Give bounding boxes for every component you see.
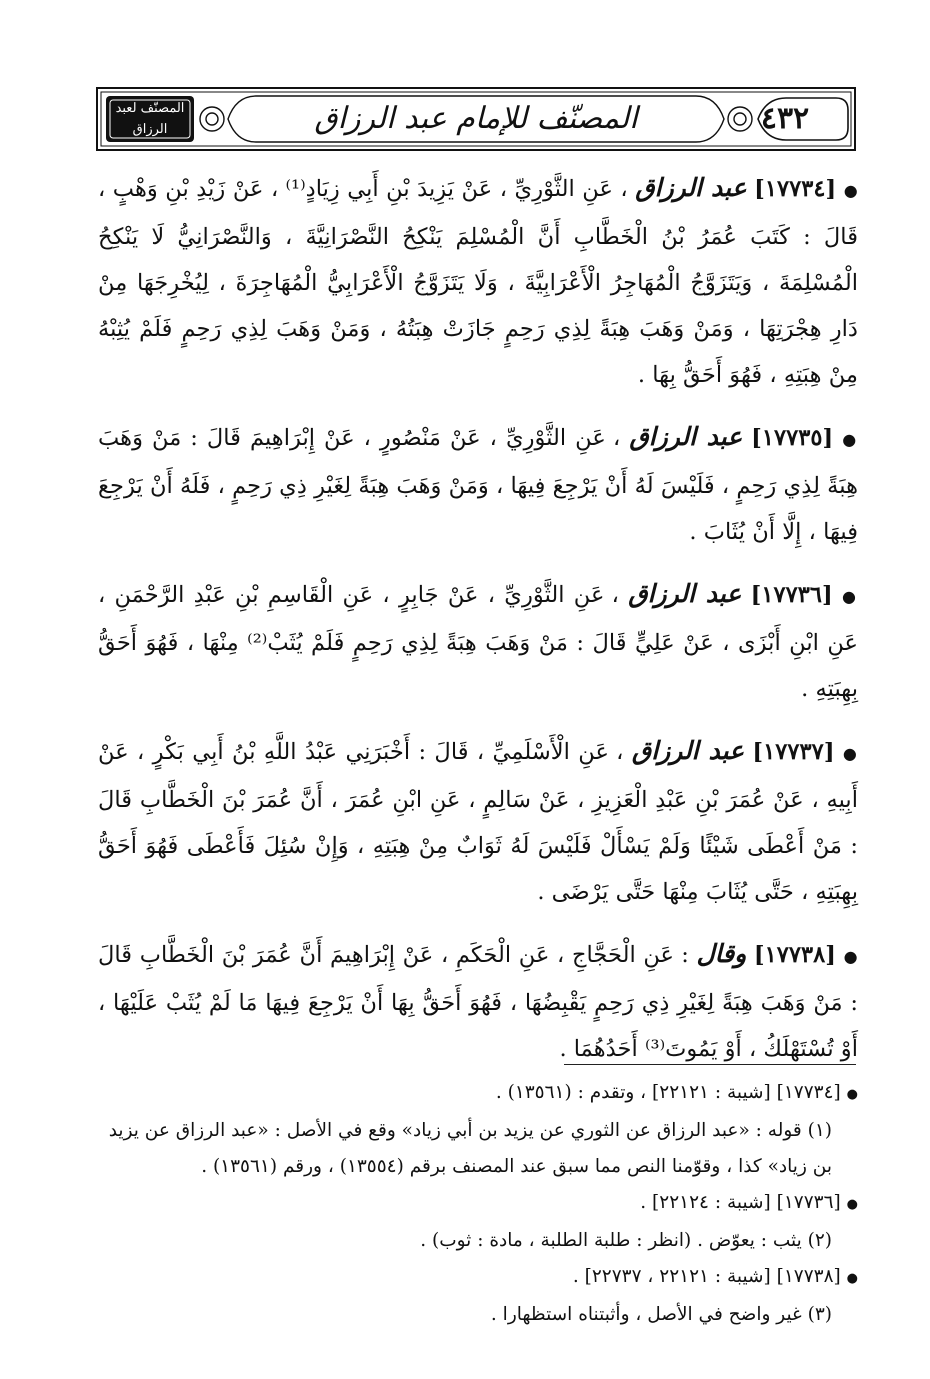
bullet-marker: ●	[842, 430, 858, 449]
hadith-paragraph	[98, 414, 858, 555]
footnote-text: (١) قوله : «عبد الرزاق عن الثوري عن يزيد بن أبي زياد» وقع في الأصل : «عبد الرزاق عن يزيد بن زياد» كذا ، وقوّمنا النص مما سبق عند المصنف برقم (١٣٥٥٤) ، ورقم (١٣٥٦١) .	[108, 1120, 832, 1177]
hadith-number: [١٧٧٣٧]	[752, 739, 835, 765]
hadith-text: : عَنِ الْحَجَّاجِ ، عَنِ الْحَكَمِ ، عَنْ إِبْرَاهِيمَ أَنَّ عُمَرَ بْنَ الْخَطَّابِ قَالَ : مَنْ وَهَبَ هِبَةً لِغَيْرِ ذِي رَحِمٍ يَقْبِضُهَا ، فَهُوَ أَحَقُّ بِهَا أَنْ يَرْجِعَ فِيهَا مَا لَمْ يُثَبْ عَلَيْهَا ، أَوْ تُسْتَهْلَكُ ، أَوْ يَمُوتَ⁽³⁾ أَحَدُهُمَا .	[98, 942, 858, 1062]
source-note	[98, 1259, 858, 1297]
source-note	[98, 1075, 858, 1113]
header-emblem-text: المصنّف لعبد الرزاق	[115, 101, 185, 137]
running-title: المصنّف للإمام عبد الرزاق	[314, 101, 638, 136]
bullet-marker: ●	[846, 1271, 858, 1286]
footnote	[98, 1297, 858, 1333]
hadith-paragraph	[98, 165, 858, 398]
footnotes-section	[98, 1075, 858, 1333]
bullet-marker: ●	[846, 1197, 858, 1212]
hadith-number: [١٧٧٣٦]	[750, 582, 833, 608]
narrator-name: عبد الرزاق	[631, 736, 745, 765]
footnote-divider	[564, 1064, 856, 1065]
hadith-text: ، عَنِ الْأَسْلَمِيِّ ، قَالَ : أَخْبَرَنِي عَبْدُ اللَّهِ بْنُ أَبِي بَكْرٍ ، عَنْ أَبِيهِ ، عَنْ عُمَرَ بْنِ عَبْدِ الْعَزِيزِ ، عَنْ سَالِمٍ ، عَنِ ابْنِ عُمَرَ ، أَنَّ عُمَرَ بْنَ الْخَطَّابِ قَالَ : مَنْ أَعْطَى شَيْئًا وَلَمْ يَسْأَلْ فَلَيْسَ لَهُ ثَوَابٌ مِنْ هِبَتِهِ ، وَإِنْ سُئِلَ فَأَعْطَى فَهُوَ أَحَقُّ بِهِبَتِهِ ، حَتَّى يُثَابَ مِنْهَا حَتَّى يَرْضَى .	[98, 739, 858, 905]
bullet-marker: ●	[846, 1087, 858, 1102]
footnote	[98, 1113, 858, 1185]
narrator-name: وقال	[696, 939, 747, 968]
hadith-paragraph	[98, 931, 858, 1072]
bullet-marker: ●	[843, 947, 859, 966]
footnote-text: [١٧٧٣٨] [شيبة : ٢٢١٢١ ، ٢٢٧٣٧] .	[572, 1266, 841, 1287]
main-text	[98, 165, 858, 1088]
page-header	[96, 84, 856, 154]
hadith-number: [١٧٧٣٥]	[751, 425, 834, 451]
bullet-marker: ●	[841, 587, 859, 606]
bullet-marker: ●	[843, 181, 858, 200]
narrator-name: عبد الرزاق	[628, 579, 742, 608]
footnote-text: [١٧٧٣٦] [شيبة : ٢٢١٢٤] .	[640, 1192, 841, 1213]
page-number: ٤٣٢	[760, 101, 810, 136]
hadith-text: ، عَنِ الثَّوْرِيِّ ، عَنْ يَزِيدَ بْنِ أَبِي زِيَادٍ⁽¹⁾ ، عَنْ زَيْدِ بْنِ وَهْبٍ ، قَالَ : كَتَبَ عُمَرُ بْنُ الْخَطَّابِ أَنَّ الْمُسْلِمَ يَنْكِحُ النَّصْرَانِيَّةَ ، وَالنَّصْرَانِيُّ لَا يَنْكِحُ الْمُسْلِمَةَ ، وَيَتَزَوَّجُ الْمُهَاجِرُ الْأَعْرَابِيَّةَ ، وَلَا يَتَزَوَّجُ الْأَعْرَابِيُّ الْمُهَاجِرَةَ ، لِيُخْرِجَهَا مِنْ دَارِ هِجْرَتِهَا ، وَمَنْ وَهَبَ هِبَةً لِذِي رَحِمٍ جَازَتْ هِبَتُهُ ، وَمَنْ وَهَبَ لِذِي رَحِمٍ فَلَمْ يُثِبْهُ مِنْ هِبَتِهِ ، فَهُوَ أَحَقُّ بِهَا .	[98, 176, 858, 388]
source-note	[98, 1185, 858, 1223]
hadith-number: [١٧٧٣٨]	[753, 942, 836, 968]
footnote-text: [١٧٧٣٤] [شيبة : ٢٢١٢١] ، وتقدم : (١٣٥٦١) .	[495, 1082, 841, 1103]
hadith-number: [١٧٧٣٤]	[754, 176, 837, 202]
footnote-text: (٢) يثب : يعوّض . (انظر : طلبة الطلبة ، مادة : ثوب) .	[420, 1230, 832, 1251]
hadith-text: ، عَنِ الثَّوْرِيِّ ، عَنْ جَابِرٍ ، عَنِ الْقَاسِمِ بْنِ عَبْدِ الرَّحْمَنِ ، عَنِ ابْنِ أَبْزَى ، عَنْ عَلِيٍّ قَالَ : مَنْ وَهَبَ هِبَةً لِذِي رَحِمٍ فَلَمْ يُثَبْ⁽²⁾ مِنْهَا ، فَهُوَ أَحَقُّ بِهِبَتِهِ .	[98, 582, 859, 702]
hadith-paragraph	[98, 728, 858, 915]
footnote-text: (٣) غير واضح في الأصل ، وأثبتناه استظهارا .	[490, 1304, 832, 1325]
narrator-name: عبد الرزاق	[629, 422, 743, 451]
hadith-paragraph	[98, 571, 858, 712]
narrator-name: عبد الرزاق	[635, 173, 747, 202]
footnote	[98, 1223, 858, 1259]
hadith-text: ، عَنِ الثَّوْرِيِّ ، عَنْ مَنْصُورٍ ، عَنْ إِبْرَاهِيمَ قَالَ : مَنْ وَهَبَ هِبَةً لِذِي رَحِمٍ ، فَلَيْسَ لَهُ أَنْ يَرْجِعَ فِيهَا ، وَمَنْ وَهَبَ هِبَةً لِغَيْرِ ذِي رَحِمٍ ، فَلَهُ أَنْ يَرْجِعَ فِيهَا ، إِلَّا أَنْ يُثَابَ .	[98, 425, 858, 545]
bullet-marker: ●	[842, 744, 859, 763]
